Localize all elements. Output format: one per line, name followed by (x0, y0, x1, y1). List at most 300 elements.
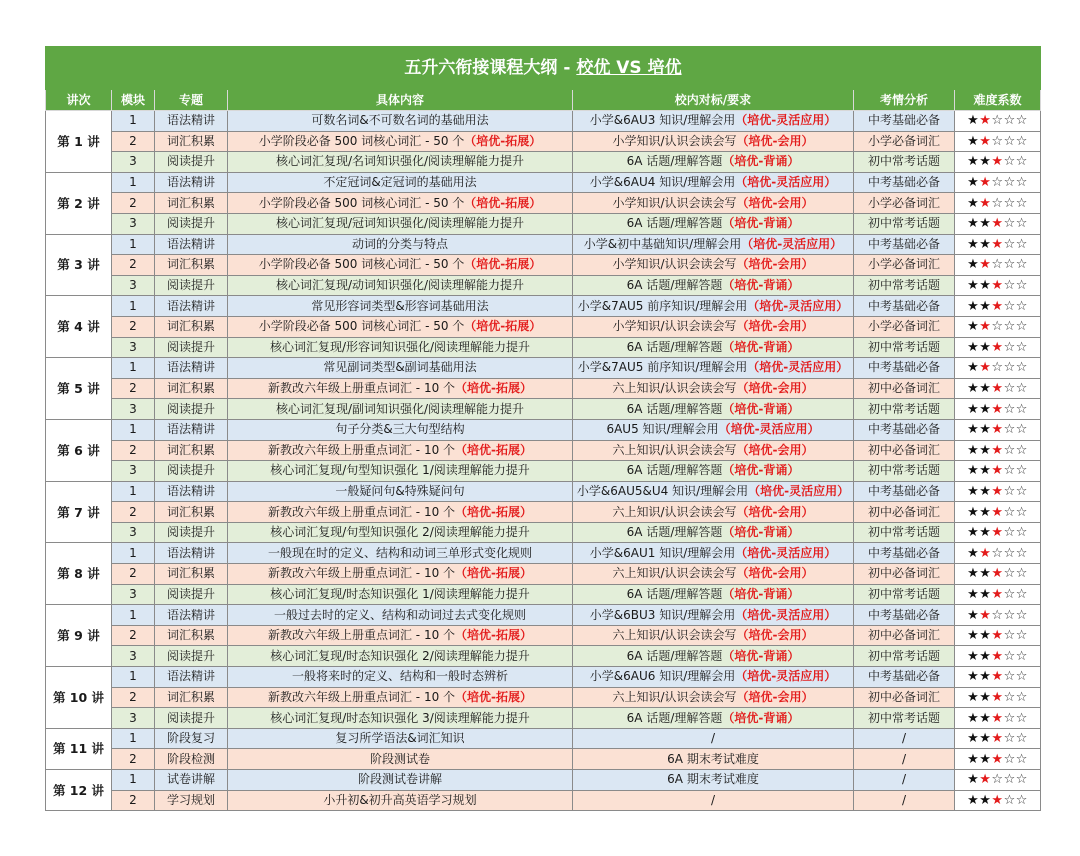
standard-cell-text: 六上知识/认识会读会写 (612, 381, 737, 396)
analysis-cell: 中考基础必备 (854, 419, 955, 440)
topic-cell: 阅读提升 (155, 522, 228, 543)
star-filled-icon: ★ (991, 586, 1004, 602)
standard-cell-text: 小学&7AU5 前序知识/理解会用 (577, 298, 748, 313)
standard-cell-text: 小学&6AU3 知识/理解会用 (589, 113, 736, 128)
standard-cell-highlight: （培优-会用） (736, 504, 814, 519)
star-empty-icon: ☆ (991, 545, 1004, 561)
content-cell-text: 阶段测试卷 (369, 751, 430, 766)
star-filled-icon: ★ (991, 566, 1004, 582)
topic-cell: 阅读提升 (155, 337, 228, 358)
analysis-cell: / (854, 790, 955, 811)
topic-cell: 语法精讲 (155, 543, 228, 564)
star-filled-icon: ★ (979, 175, 992, 191)
star-filled-icon: ★ (967, 236, 980, 252)
topic-cell: 阅读提升 (155, 646, 228, 667)
module-cell: 3 (112, 399, 155, 420)
star-filled-icon: ★ (967, 525, 980, 541)
star-filled-icon: ★ (979, 545, 992, 561)
content-cell-highlight: （培优-拓展） (464, 133, 542, 148)
table-row (46, 152, 1041, 173)
standard-cell-text: / (710, 731, 716, 746)
table-row (46, 296, 1041, 317)
module-cell: 3 (112, 584, 155, 605)
topic-cell: 阅读提升 (155, 708, 228, 729)
standard-cell (573, 770, 854, 791)
star-filled-icon: ★ (991, 463, 1004, 479)
difficulty-rating (955, 172, 1041, 193)
star-filled-icon: ★ (991, 154, 1004, 170)
star-filled-icon: ★ (979, 792, 992, 808)
table-row (46, 728, 1041, 749)
star-empty-icon: ☆ (1015, 216, 1028, 232)
analysis-cell: 中考基础必备 (854, 481, 955, 502)
star-empty-icon: ☆ (1003, 628, 1016, 644)
difficulty-rating (955, 316, 1041, 337)
star-empty-icon: ☆ (1015, 525, 1028, 541)
content-cell-text: 一般过去时的定义、结构和动词过去式变化规则 (273, 607, 526, 622)
table-row (46, 358, 1041, 379)
table-row (46, 213, 1041, 234)
table-row (46, 584, 1041, 605)
difficulty-rating (955, 502, 1041, 523)
star-filled-icon: ★ (991, 236, 1004, 252)
standard-cell-highlight: （培优-灵活应用） (748, 483, 850, 498)
standard-cell-highlight: （培优-灵活应用） (735, 175, 837, 190)
content-cell-text: 新教改六年级上册重点词汇 - 10 个 (267, 566, 456, 581)
content-cell (228, 152, 573, 173)
content-cell-text: 核心词汇复现/名词知识强化/阅读理解能力提升 (275, 154, 525, 169)
content-cell-text: 可数名词&不可数名词的基础用法 (311, 113, 489, 128)
module-cell: 1 (112, 234, 155, 255)
star-filled-icon: ★ (991, 731, 1004, 747)
star-empty-icon: ☆ (1003, 751, 1016, 767)
module-cell: 3 (112, 646, 155, 667)
module-cell: 2 (112, 316, 155, 337)
content-cell-text: 动词的分类与特点 (351, 236, 448, 251)
content-cell-highlight: （培优-拓展） (455, 689, 533, 704)
standard-cell (573, 419, 854, 440)
star-filled-icon: ★ (979, 648, 992, 664)
star-empty-icon: ☆ (1015, 689, 1028, 705)
standard-cell-text: 小学知识/认识会读会写 (612, 257, 737, 272)
topic-cell: 词汇积累 (155, 255, 228, 276)
star-empty-icon: ☆ (1003, 442, 1016, 458)
content-cell-text: 一般疑问句&特殊疑问句 (335, 483, 465, 498)
star-filled-icon: ★ (991, 648, 1004, 664)
standard-cell (573, 234, 854, 255)
standard-cell-text: 小学&6AU1 知识/理解会用 (589, 545, 736, 560)
standard-cell-text: 小学&6AU6 知识/理解会用 (589, 669, 736, 684)
analysis-cell: 初中常考话题 (854, 522, 955, 543)
module-cell: 2 (112, 687, 155, 708)
star-filled-icon: ★ (979, 278, 992, 294)
standard-cell-highlight: （培优-会用） (736, 689, 814, 704)
topic-cell: 试卷讲解 (155, 770, 228, 791)
content-cell (228, 111, 573, 132)
star-empty-icon: ☆ (1015, 257, 1028, 273)
module-cell: 2 (112, 440, 155, 461)
star-filled-icon: ★ (991, 792, 1004, 808)
content-cell (228, 296, 573, 317)
content-cell-text: 新教改六年级上册重点词汇 - 10 个 (267, 442, 456, 457)
standard-cell-text: 六上知识/认识会读会写 (612, 628, 737, 643)
topic-cell: 语法精讲 (155, 358, 228, 379)
difficulty-rating (955, 255, 1041, 276)
star-filled-icon: ★ (991, 689, 1004, 705)
standard-cell-highlight: （培优-灵活应用） (735, 607, 837, 622)
standard-cell-text: 小学&6AU5&U4 知识/理解会用 (576, 483, 749, 498)
lecture-label: 第 4 讲 (46, 296, 112, 358)
content-cell (228, 275, 573, 296)
module-cell: 2 (112, 564, 155, 585)
module-cell: 1 (112, 728, 155, 749)
title-main: 五升六衔接课程大纲 - (404, 57, 577, 78)
topic-cell: 阶段复习 (155, 728, 228, 749)
star-filled-icon: ★ (979, 154, 992, 170)
star-empty-icon: ☆ (1003, 401, 1016, 417)
standard-cell (573, 522, 854, 543)
standard-cell-highlight: （培优-背诵） (722, 586, 800, 601)
star-empty-icon: ☆ (1003, 689, 1016, 705)
star-empty-icon: ☆ (991, 113, 1004, 129)
star-empty-icon: ☆ (1015, 195, 1028, 211)
star-filled-icon: ★ (991, 298, 1004, 314)
analysis-cell: 中考基础必备 (854, 667, 955, 688)
header-lecture: 讲次 (46, 90, 112, 111)
star-empty-icon: ☆ (1003, 607, 1016, 623)
star-filled-icon: ★ (967, 381, 980, 397)
standard-cell (573, 646, 854, 667)
star-filled-icon: ★ (979, 133, 992, 149)
star-filled-icon: ★ (979, 586, 992, 602)
module-cell: 2 (112, 790, 155, 811)
star-empty-icon: ☆ (1015, 236, 1028, 252)
standard-cell-highlight: （培优-会用） (736, 133, 814, 148)
star-empty-icon: ☆ (1015, 710, 1028, 726)
analysis-cell: 初中必备词汇 (854, 564, 955, 585)
star-filled-icon: ★ (979, 236, 992, 252)
analysis-cell: / (854, 728, 955, 749)
table-row (46, 399, 1041, 420)
table-row (46, 564, 1041, 585)
difficulty-rating (955, 399, 1041, 420)
analysis-cell: 初中常考话题 (854, 646, 955, 667)
content-cell (228, 358, 573, 379)
table-row (46, 111, 1041, 132)
standard-cell-text: 小学&7AU5 前序知识/理解会用 (577, 360, 748, 375)
star-empty-icon: ☆ (1003, 525, 1016, 541)
standard-cell-highlight: （培优-背诵） (722, 216, 800, 231)
standard-cell-text: 6A 期末考试难度 (667, 751, 759, 766)
difficulty-rating (955, 440, 1041, 461)
star-empty-icon: ☆ (1015, 772, 1028, 788)
analysis-cell: 初中常考话题 (854, 708, 955, 729)
standard-cell-text: 小学知识/认识会读会写 (612, 133, 737, 148)
star-empty-icon: ☆ (1003, 504, 1016, 520)
standard-cell (573, 708, 854, 729)
star-filled-icon: ★ (967, 278, 980, 294)
star-filled-icon: ★ (967, 339, 980, 355)
module-cell: 2 (112, 378, 155, 399)
star-empty-icon: ☆ (991, 195, 1004, 211)
standard-cell-text: 6A 话题/理解答题 (626, 648, 723, 663)
content-cell-text: 常见副词类型&副词基础用法 (323, 360, 477, 375)
star-empty-icon: ☆ (991, 133, 1004, 149)
content-cell-highlight: （培优-拓展） (464, 257, 542, 272)
module-cell: 1 (112, 358, 155, 379)
star-filled-icon: ★ (967, 360, 980, 376)
star-filled-icon: ★ (979, 381, 992, 397)
star-filled-icon: ★ (967, 669, 980, 685)
standard-cell-text: 6A 话题/理解答题 (626, 216, 723, 231)
star-filled-icon: ★ (991, 504, 1004, 520)
content-cell-highlight: （培优-拓展） (464, 195, 542, 210)
table-row (46, 502, 1041, 523)
standard-cell-highlight: （培优-灵活应用） (735, 113, 837, 128)
standard-cell (573, 399, 854, 420)
content-cell-highlight: （培优-拓展） (464, 319, 542, 334)
module-cell: 2 (112, 749, 155, 770)
module-cell: 2 (112, 193, 155, 214)
star-empty-icon: ☆ (1003, 195, 1016, 211)
content-cell-highlight: （培优-拓展） (455, 628, 533, 643)
star-filled-icon: ★ (979, 751, 992, 767)
standard-cell-highlight: （培优-背诵） (722, 401, 800, 416)
star-filled-icon: ★ (979, 339, 992, 355)
topic-cell: 语法精讲 (155, 481, 228, 502)
star-filled-icon: ★ (979, 689, 992, 705)
standard-cell (573, 667, 854, 688)
star-empty-icon: ☆ (1003, 339, 1016, 355)
table-row (46, 646, 1041, 667)
star-filled-icon: ★ (979, 422, 992, 438)
star-filled-icon: ★ (967, 751, 980, 767)
star-empty-icon: ☆ (1015, 381, 1028, 397)
standard-cell-highlight: （培优-背诵） (722, 278, 800, 293)
content-cell (228, 440, 573, 461)
star-empty-icon: ☆ (1003, 381, 1016, 397)
standard-cell (573, 378, 854, 399)
star-empty-icon: ☆ (1003, 422, 1016, 438)
star-filled-icon: ★ (967, 195, 980, 211)
difficulty-rating (955, 419, 1041, 440)
content-cell (228, 255, 573, 276)
content-cell (228, 461, 573, 482)
analysis-cell: 中考基础必备 (854, 358, 955, 379)
content-cell-text: 核心词汇复现/冠词知识强化/阅读理解能力提升 (275, 216, 525, 231)
standard-cell (573, 111, 854, 132)
star-empty-icon: ☆ (991, 772, 1004, 788)
star-filled-icon: ★ (991, 278, 1004, 294)
standard-cell-highlight: （培优-会用） (736, 566, 814, 581)
star-filled-icon: ★ (967, 319, 980, 335)
standard-cell-text: 6A 话题/理解答题 (626, 586, 723, 601)
standard-cell-text: 六上知识/认识会读会写 (612, 689, 737, 704)
title-row (46, 47, 1041, 90)
star-empty-icon: ☆ (1003, 772, 1016, 788)
star-filled-icon: ★ (967, 483, 980, 499)
star-empty-icon: ☆ (1015, 566, 1028, 582)
topic-cell: 语法精讲 (155, 111, 228, 132)
module-cell: 1 (112, 172, 155, 193)
topic-cell: 词汇积累 (155, 625, 228, 646)
star-filled-icon: ★ (967, 689, 980, 705)
topic-cell: 语法精讲 (155, 296, 228, 317)
curriculum-sheet (45, 46, 1040, 811)
module-cell: 2 (112, 625, 155, 646)
content-cell (228, 667, 573, 688)
star-filled-icon: ★ (967, 257, 980, 273)
star-empty-icon: ☆ (1015, 545, 1028, 561)
analysis-cell: / (854, 770, 955, 791)
star-filled-icon: ★ (979, 669, 992, 685)
lecture-label: 第 11 讲 (46, 728, 112, 769)
table-body (46, 111, 1041, 811)
table-row (46, 172, 1041, 193)
module-cell: 1 (112, 543, 155, 564)
star-filled-icon: ★ (967, 463, 980, 479)
content-cell (228, 564, 573, 585)
table-row (46, 316, 1041, 337)
star-empty-icon: ☆ (1015, 319, 1028, 335)
star-filled-icon: ★ (979, 483, 992, 499)
standard-cell (573, 440, 854, 461)
content-cell-highlight: （培优-拓展） (455, 381, 533, 396)
star-empty-icon: ☆ (1003, 586, 1016, 602)
content-cell (228, 605, 573, 626)
analysis-cell: 初中必备词汇 (854, 440, 955, 461)
standard-cell-highlight: （培优-灵活应用） (747, 360, 849, 375)
difficulty-rating (955, 522, 1041, 543)
content-cell-text: 新教改六年级上册重点词汇 - 10 个 (267, 381, 456, 396)
star-filled-icon: ★ (967, 586, 980, 602)
star-filled-icon: ★ (991, 422, 1004, 438)
difficulty-rating (955, 625, 1041, 646)
star-empty-icon: ☆ (1015, 669, 1028, 685)
star-empty-icon: ☆ (1003, 792, 1016, 808)
star-filled-icon: ★ (967, 113, 980, 129)
module-cell: 1 (112, 111, 155, 132)
standard-cell (573, 502, 854, 523)
lecture-label: 第 10 讲 (46, 667, 112, 729)
difficulty-rating (955, 790, 1041, 811)
content-cell-text: 小学阶段必备 500 词核心词汇 - 50 个 (258, 319, 465, 334)
header-standard: 校内对标/要求 (573, 90, 854, 111)
standard-cell-text: 小学&6BU3 知识/理解会用 (589, 607, 736, 622)
content-cell-text: 核心词汇复现/形容词知识强化/阅读理解能力提升 (269, 339, 531, 354)
topic-cell: 词汇积累 (155, 193, 228, 214)
star-empty-icon: ☆ (1003, 710, 1016, 726)
standard-cell (573, 296, 854, 317)
star-filled-icon: ★ (967, 154, 980, 170)
table-row (46, 605, 1041, 626)
standard-cell (573, 543, 854, 564)
lecture-label: 第 2 讲 (46, 172, 112, 234)
table-row (46, 378, 1041, 399)
table-row (46, 790, 1041, 811)
standard-cell (573, 605, 854, 626)
topic-cell: 语法精讲 (155, 605, 228, 626)
standard-cell-text: 6A 话题/理解答题 (626, 525, 723, 540)
content-cell-text: 常见形容词类型&形容词基础用法 (311, 298, 489, 313)
content-cell-text: 核心词汇复现/时态知识强化 2/阅读理解能力提升 (270, 648, 530, 663)
analysis-cell: 初中常考话题 (854, 399, 955, 420)
star-empty-icon: ☆ (1015, 113, 1028, 129)
star-empty-icon: ☆ (991, 257, 1004, 273)
module-cell: 3 (112, 522, 155, 543)
content-cell (228, 234, 573, 255)
header-row (46, 90, 1041, 111)
star-filled-icon: ★ (991, 483, 1004, 499)
standard-cell-highlight: （培优-背诵） (722, 339, 800, 354)
analysis-cell: 初中常考话题 (854, 461, 955, 482)
content-cell (228, 728, 573, 749)
topic-cell: 词汇积累 (155, 378, 228, 399)
module-cell: 3 (112, 152, 155, 173)
star-filled-icon: ★ (979, 710, 992, 726)
standard-cell-highlight: （培优-会用） (736, 319, 814, 334)
content-cell (228, 172, 573, 193)
table-row (46, 625, 1041, 646)
content-cell-text: 句子分类&三大句型结构 (335, 422, 465, 437)
standard-cell (573, 337, 854, 358)
standard-cell (573, 625, 854, 646)
standard-cell-highlight: （培优-灵活应用） (718, 422, 820, 437)
module-cell: 3 (112, 213, 155, 234)
topic-cell: 词汇积累 (155, 440, 228, 461)
content-cell (228, 687, 573, 708)
star-empty-icon: ☆ (1003, 154, 1016, 170)
module-cell: 1 (112, 770, 155, 791)
standard-cell (573, 193, 854, 214)
difficulty-rating (955, 358, 1041, 379)
star-empty-icon: ☆ (1015, 751, 1028, 767)
star-filled-icon: ★ (967, 442, 980, 458)
star-filled-icon: ★ (991, 669, 1004, 685)
content-cell-text: 一般现在时的定义、结构和动词三单形式变化规则 (267, 545, 532, 560)
header-module: 模块 (112, 90, 155, 111)
content-cell-text: 核心词汇复现/句型知识强化 2/阅读理解能力提升 (270, 525, 530, 540)
difficulty-rating (955, 378, 1041, 399)
star-empty-icon: ☆ (1003, 463, 1016, 479)
analysis-cell: 初中必备词汇 (854, 687, 955, 708)
standard-cell-text: 小学&初中基础知识/理解会用 (583, 236, 742, 251)
standard-cell-highlight: （培优-背诵） (722, 710, 800, 725)
topic-cell: 语法精讲 (155, 667, 228, 688)
module-cell: 2 (112, 255, 155, 276)
standard-cell-text: 六上知识/认识会读会写 (612, 504, 737, 519)
star-filled-icon: ★ (979, 216, 992, 232)
difficulty-rating (955, 749, 1041, 770)
lecture-label: 第 12 讲 (46, 770, 112, 811)
star-empty-icon: ☆ (1003, 175, 1016, 191)
star-empty-icon: ☆ (1003, 216, 1016, 232)
topic-cell: 语法精讲 (155, 172, 228, 193)
star-filled-icon: ★ (967, 792, 980, 808)
difficulty-rating (955, 667, 1041, 688)
lecture-label: 第 1 讲 (46, 111, 112, 173)
topic-cell: 阅读提升 (155, 584, 228, 605)
star-filled-icon: ★ (979, 298, 992, 314)
standard-cell (573, 316, 854, 337)
star-filled-icon: ★ (991, 751, 1004, 767)
star-filled-icon: ★ (967, 772, 980, 788)
analysis-cell: 中考基础必备 (854, 296, 955, 317)
topic-cell: 阅读提升 (155, 152, 228, 173)
standard-cell (573, 584, 854, 605)
standard-cell-text: 6A 话题/理解答题 (626, 463, 723, 478)
standard-cell-highlight: （培优-会用） (736, 628, 814, 643)
